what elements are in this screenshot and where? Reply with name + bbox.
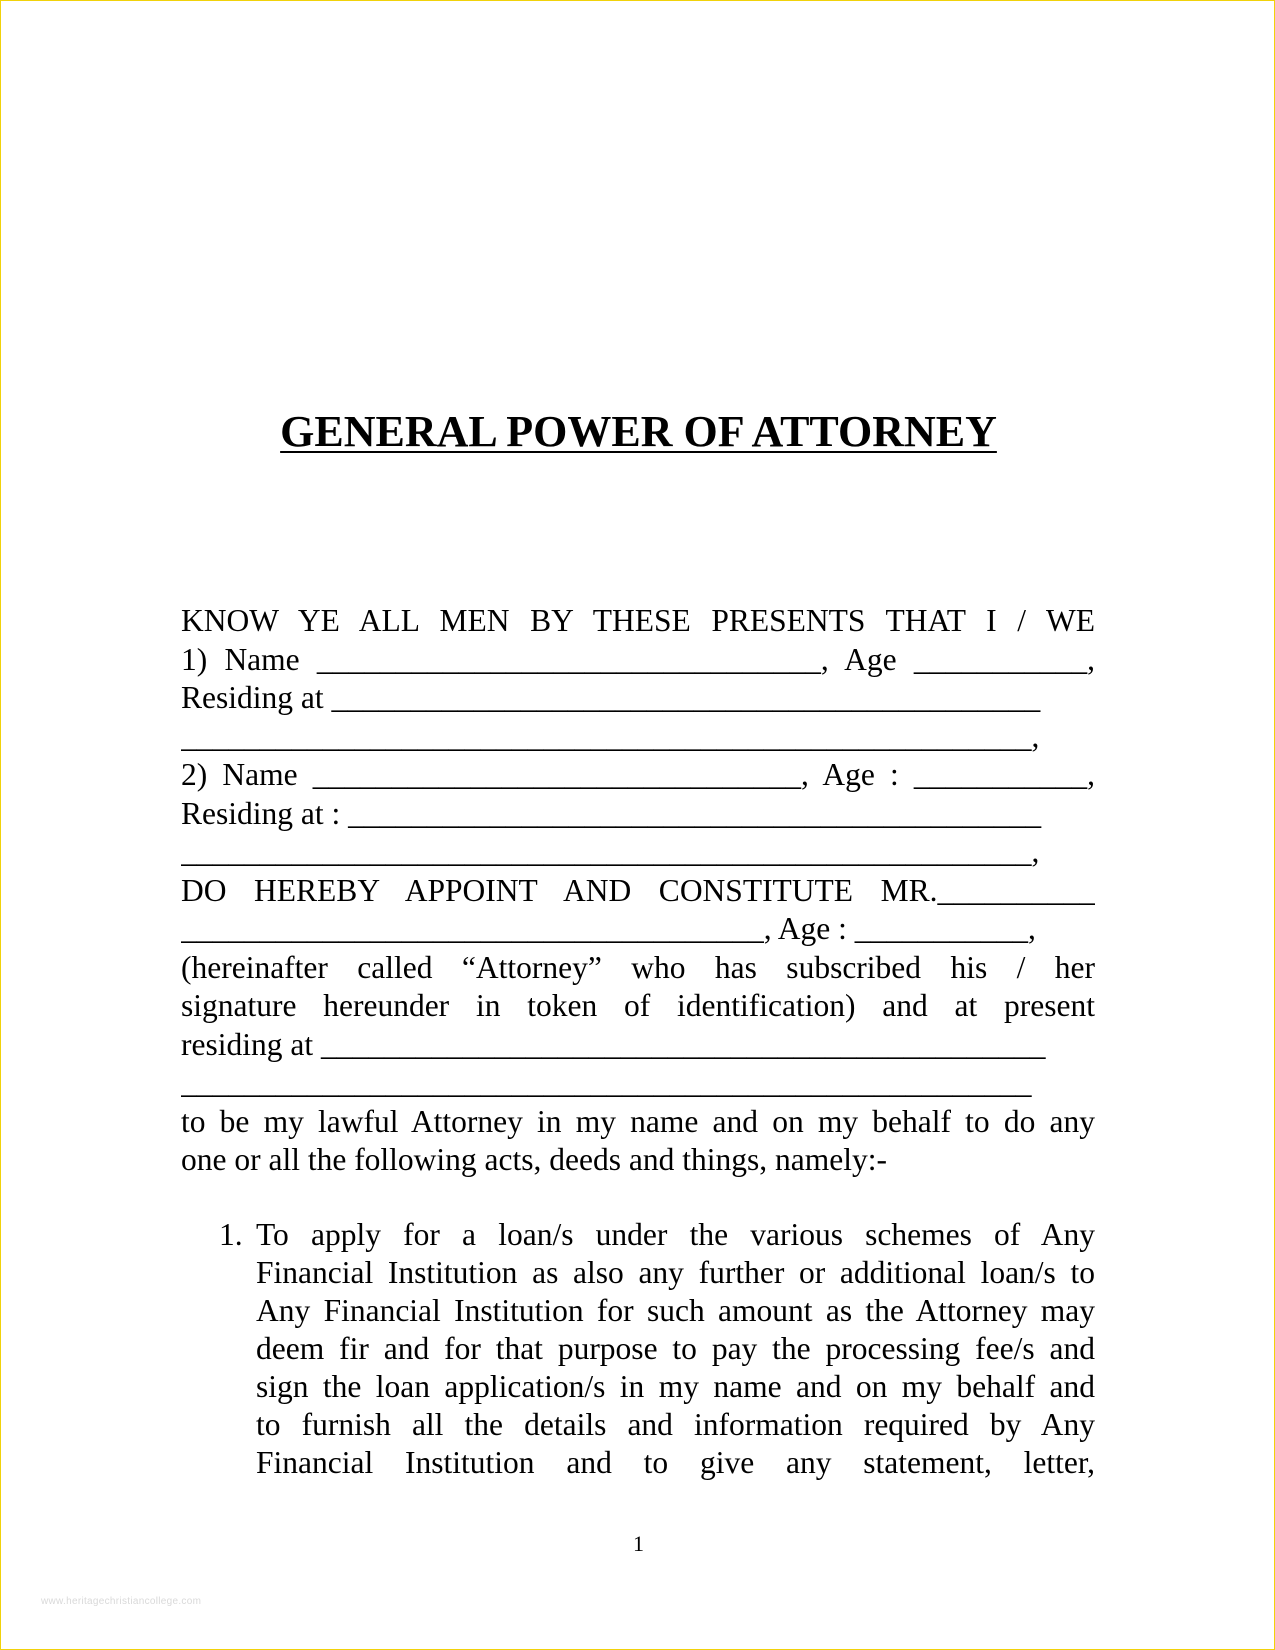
list-item-text xyxy=(256,1216,1095,1482)
list-item-line: Financial Institution as also any further or additional loan/s to xyxy=(256,1255,1095,1290)
body-line: (hereinafter called “Attorney” who has subscribed his / her xyxy=(181,949,1095,985)
body-line: 1) Name ________________________________, Age ___________, xyxy=(181,641,1095,677)
body-line: residing at ______________________________________________ xyxy=(181,1026,1046,1062)
body-line: to be my lawful Attorney in my name and on my behalf to do any xyxy=(181,1103,1095,1139)
body-line: DO HEREBY APPOINT AND CONSTITUTE MR.__________ xyxy=(181,872,1095,908)
body-line: signature hereunder in token of identification) and at present xyxy=(181,988,1095,1023)
document-body xyxy=(181,602,1095,1180)
body-line: Residing at : ____________________________________________ xyxy=(181,795,1042,831)
list-item-line: deem fir and for that purpose to pay the processing fee/s and xyxy=(256,1331,1095,1366)
body-line: Residing at _____________________________________________ xyxy=(181,680,1041,715)
body-line: ______________________________________________________ xyxy=(181,1065,1032,1100)
body-line: one or all the following acts, deeds and things, namely:- xyxy=(181,1142,887,1177)
watermark: www.heritagechristiancollege.com xyxy=(41,1596,202,1607)
list-item-number: 1. xyxy=(219,1217,243,1252)
body-line: ______________________________________________________, xyxy=(181,834,1040,869)
page-number: 1 xyxy=(633,1531,644,1556)
list-item-line: Any Financial Institution for such amount as the Attorney may xyxy=(256,1293,1095,1328)
body-line: ______________________________________________________, xyxy=(181,718,1040,754)
list-item-line: Financial Institution and to give any statement, letter, xyxy=(256,1445,1095,1480)
list-item-line: To apply for a loan/s under the various schemes of Any xyxy=(256,1217,1095,1252)
body-line: KNOW YE ALL MEN BY THESE PRESENTS THAT I / WE xyxy=(181,603,1095,638)
list-item-line: to furnish all the details and information required by Any xyxy=(256,1407,1095,1442)
title-text: GENERAL POWER OF ATTORNEY xyxy=(280,407,997,456)
body-line: 2) Name _______________________________, Age : ___________, xyxy=(181,757,1095,792)
body-line: _____________________________________, Age : ___________, xyxy=(181,911,1036,946)
document-title xyxy=(1,406,1275,458)
list-item-line: sign the loan application/s in my name and on my behalf and xyxy=(256,1369,1095,1404)
